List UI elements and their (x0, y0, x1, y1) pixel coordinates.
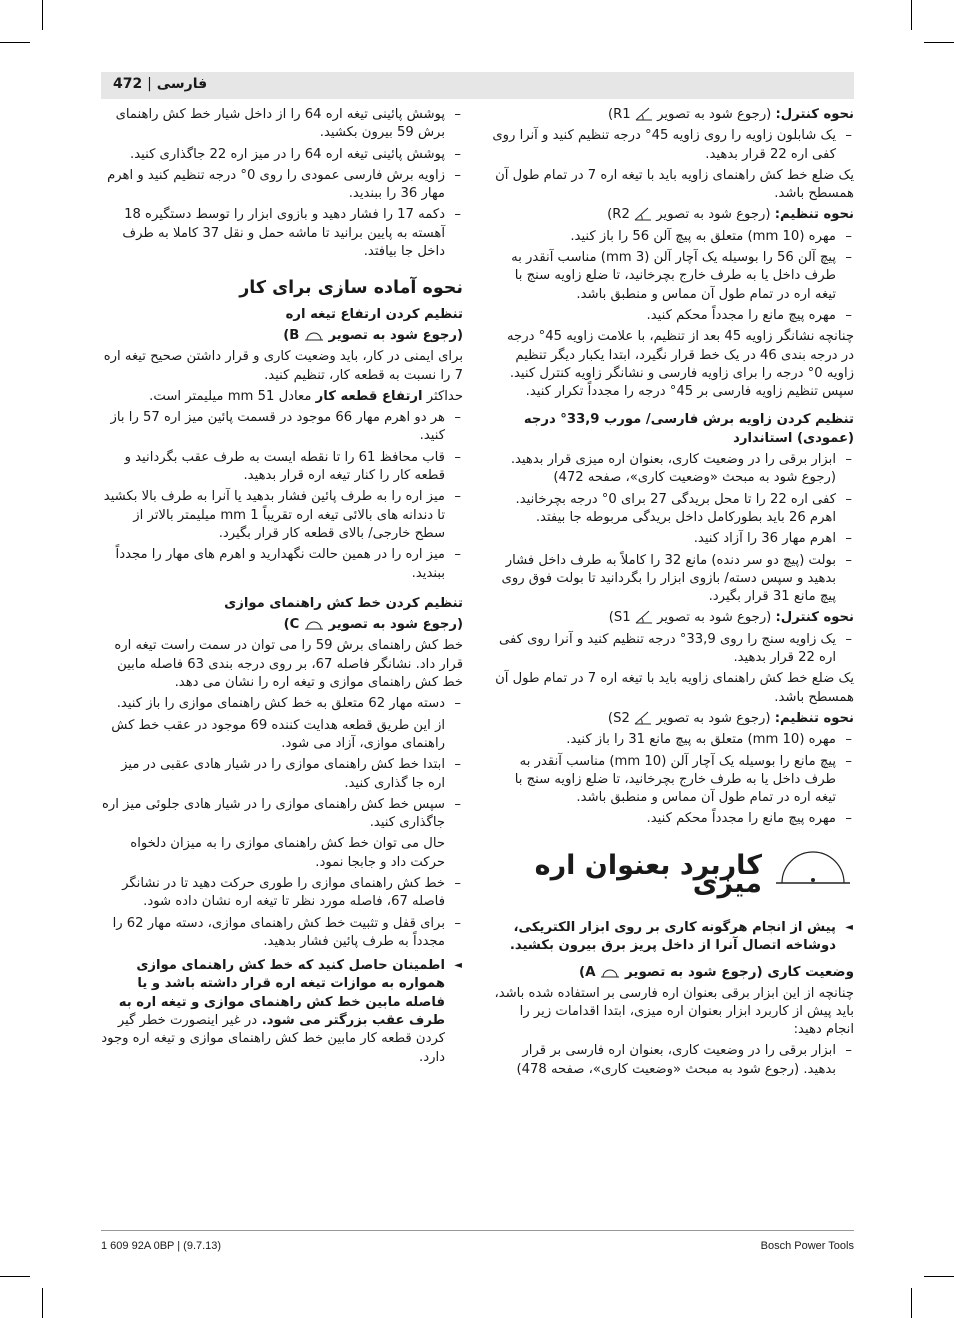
page-footer (101, 1230, 854, 1252)
crop-mark (911, 1288, 912, 1318)
heading-text: وضعیت کاری (رجوع شود به تصویر (624, 964, 854, 981)
list-item: – خط کش راهنمای موازی را طوری حرکت دهید تا در نشانگر فاصله 67، فاصله مورد نظر تا تیغه اره نشان داده شود. (101, 875, 463, 912)
subsection-heading (491, 963, 854, 981)
page-number: 472 (113, 76, 143, 92)
warning-text-bold: اطمینان حاصل کنید که خط کش راهنمای موازی همواره به موازات تیغه اره قرار داشته باشد و یا فاصله مابین خط کش راهنمای موازی و تیغه اره به طرف عقب بزرگتر می شود. (118, 958, 445, 1029)
adjust-r2-line (491, 206, 854, 224)
figure-code: S1) (608, 610, 631, 626)
list-item: – یک شابلون زاویه را روی زاویه 45° درجه تنظیم کنید و آنرا روی کفی اره 22 قرار بدهید. (491, 127, 854, 164)
list-item: – سپس خط کش راهنمای موازی را در شیار هادی جلوئی میز اره جاگذاری کنید. (101, 796, 463, 833)
warning-text: پیش از انجام هرگونه کاری بر روی ابزار الکتریکی، دوشاخه اتصال آنرا از داخل پریز برق بیرون بکشید. (509, 919, 836, 953)
list-item: – برای قفل و تثبیت خط کش راهنمای موازی، دسته مهار 62 را مجدداً به طرف پائین فشار بدهید. (101, 915, 463, 952)
header-language: فارسی (156, 76, 208, 92)
angle-icon (634, 207, 652, 221)
adjust-label: نحوه تنظیم: (774, 207, 854, 223)
figure-ref: (رجوع شود به تصویر (657, 107, 772, 122)
footer-document-code: 1 609 92A 0BP | (9.7.13) (101, 1240, 222, 1252)
right-column (491, 106, 854, 1082)
crop-mark (0, 42, 30, 43)
figure-ref: (رجوع شود به تصویر (656, 710, 771, 726)
adjust-s2-line (491, 710, 854, 728)
crop-mark (924, 42, 954, 43)
left-column (101, 106, 463, 1073)
text-run: حداکثر (426, 388, 463, 404)
crop-mark (42, 1288, 43, 1318)
list-item: – بولت (پیچ دو سر دنده) مانع 32 را کاملاً به طرف داخل فشار بدهید و سپس دسته/ بازوی ابزار را بگردانید تا بولت فوق روی پیچ مانع 31 قرار بگیرد. (491, 552, 854, 607)
list-item: – مهره پیچ مانع را مجدداً محکم کنید. (491, 307, 854, 325)
warning-note (491, 919, 854, 956)
angle-icon (634, 711, 652, 725)
saw-position-icon (600, 966, 620, 978)
list-item: – ابزار برقی را در وضعیت کاری، بعنوان اره میزی قرار بدهید. (رجوع شود به مبحث «وضعیت کاری»، صفحه 472) (491, 451, 854, 488)
section-title: کاربرد بعنوان اره میزی (534, 849, 762, 899)
paragraph: یک ضلع خط کش راهنمای زاویه باید با تیغه اره 7 در تمام طول آن همسطح باشد. (495, 671, 854, 705)
figure-ref: (رجوع شود به تصویر (328, 617, 463, 633)
section-title-block (491, 851, 854, 909)
figure-code: S2) (607, 710, 630, 726)
list-item: – یک زاویه سنج را روی 33,9° درجه تنظیم کنید و آنرا روی کفی اره 22 قرار بدهید. (491, 631, 854, 668)
list-item: – ابزار برقی را در وضعیت کاری، بعنوان اره فارسی بر قرار بدهید. (رجوع شود به مبحث «وضعیت کاری»، صفحه 478) (491, 1042, 854, 1079)
list-item: – ابتدا خط کش راهنمای موازی را در شیار هادی عقبی در میز اره جا گذاری کنید. (101, 756, 463, 793)
page-header (101, 72, 854, 99)
list-item: – میز اره را در همین حالت نگهدارید و اهرم های مهار را مجدداً ببندید. (101, 546, 463, 583)
paragraph (101, 388, 463, 406)
check-r1-line (491, 106, 854, 124)
list-item: – پوشش پائینی تیغه اره 64 را در میز اره 22 جاگذاری کنید. (101, 146, 463, 164)
crop-mark (42, 0, 43, 30)
list-item: – هر دو اهرم مهار 66 موجود در قسمت پائین میز اره 57 را باز کنید. (101, 409, 463, 446)
paragraph: چنانچه نشانگر زاویه 45 بعد از تنظیم، با علامت زاویه 45° درجه در درجه بندی 46 در یک خط قرار نگیرد، ابتدا یکبار دیگر تنظیم زاویه 0° درجه را برای زاویه فارسی و نشانگر زاویه کنترل کنید. سپس تنظیم زاویه فارسی بر 45° درجه را مجدداً تکرار کنید. (506, 329, 854, 400)
figure-code: C) (283, 617, 300, 633)
figure-ref: (رجوع شود به تصویر (656, 207, 771, 223)
crop-mark (911, 0, 912, 30)
check-s1-line (491, 609, 854, 627)
list-item: – مهره (10 mm) متعلق به پیچ مانع 31 را باز کنید. (491, 731, 854, 749)
figure-code: B) (283, 327, 300, 343)
section-heading: نحوه آماده سازی برای کار (239, 278, 463, 299)
paragraph: خط کش راهنمای برش 59 را می توان در سمت راست تیغه اره قرار داد. نشانگر فاصله 67، بر روی درجه بندی 63 فاصله مابین خط کش راهنمای موازی و تیغه اره را نشان می دهد. (114, 638, 463, 691)
check-label: نحوه کنترل: (775, 610, 854, 626)
text-run-bold: ارتفاع قطعه کار (315, 388, 423, 404)
section-heading: تنظیم کردن زاویه برش فارسی/ مورب 33,9° درجه (عمودی) استاندارد (523, 412, 854, 446)
warning-triangle-icon: ◄ (845, 921, 853, 933)
list-item: – مهره پیچ مانع را مجدداً محکم کنید. (491, 810, 854, 828)
figure-ref-line (101, 327, 463, 345)
paragraph: چنانچه از این ابزار برقی بعنوان اره فارسی بر استفاده شده باشد، باید پیش از کاربرد ابزار بعنوان اره میزی، ابتدا اقدامات زیر را انجام دهید: (494, 985, 854, 1038)
subsection-heading: تنظیم کردن ارتفاع تیغه اره (285, 306, 463, 322)
check-label: نحوه کنترل: (775, 107, 854, 122)
warning-note (101, 957, 463, 1067)
figure-ref: (رجوع شود به تصویر (657, 610, 772, 626)
list-item: – کفی اره 22 را تا محل بریدگی 27 برای 0° درجه بچرخانید. اهرم 26 باید بطورکامل داخل بریدگی مربوطه جا بیفتد. (491, 491, 854, 528)
footer-brand: Bosch Power Tools (760, 1240, 854, 1252)
list-item: – اهرم مهار 36 را آزاد کنید. (491, 530, 854, 548)
angle-icon (635, 610, 653, 624)
page-header-label (113, 76, 207, 92)
list-item: – زاویه برش فارسی عمودی را روی 0° درجه تنظیم کنید و اهرم مهار 36 را ببندید. (101, 167, 463, 204)
figure-code: R2) (607, 207, 630, 223)
crop-mark (924, 1276, 954, 1277)
warning-triangle-icon: ◄ (454, 960, 462, 972)
list-item: – پیچ آلن 56 را بوسیله یک آچار آلن (3 mm) مناسب آنقدر به طرف داخل یا به طرف خارج بچرخانید، تا ضلع زاویه سنج با تیغه اره در تمام طول آن مماس و منطبق باشد. (491, 249, 854, 304)
saw-position-icon (304, 618, 324, 630)
indented-paragraph: حال می توان خط کش راهنمای موازی را به میزان دلخواه حرکت داد و جابجا نمود. (130, 836, 445, 870)
figure-ref: (رجوع شود به تصویر (328, 327, 463, 343)
warning-text: در غیر اینصورت خطر گیر کردن قطعه کار مابین خط کش راهنمای موازی و تیغه اره وجود دارد. (101, 1013, 445, 1065)
angle-icon (635, 107, 653, 121)
saw-position-icon (304, 329, 324, 341)
indented-paragraph: از این طریق قطعه هدایت کننده 69 موجود در عقب خط کش راهنمای موازی، آزاد می شود. (111, 717, 445, 751)
header-separator: | (147, 76, 152, 92)
list-item: – قاب محافظ 61 را تا نقطه ایست به طرف عقب بگردانید و قطعه کار را کنار تیغه اره قرار بدهید. (101, 449, 463, 486)
list-item: – پوشش پائینی تیغه اره 64 را از داخل شیار خط کش راهنمای برش 59 بیرون بکشید. (101, 106, 463, 143)
table-saw-icon (774, 851, 852, 887)
list-item: – میز اره را به طرف پائین فشار بدهید یا آنرا به طرف بالا بکشید تا دندانه های بالائی تیغه اره تقریباً 1 mm میلیمتر بالاتر از سطح خارجی/ بالای قطعه کار قرار بگیرد. (101, 488, 463, 543)
adjust-label: نحوه تنظیم: (774, 710, 854, 726)
figure-code: R1) (607, 107, 631, 122)
paragraph: برای ایمنی در کار، باید وضعیت کاری و قرار داشتن صحیح تیغه اره 7 را نسبت به قطعه کار، تنظیم کنید. (103, 349, 463, 383)
list-item: – پیچ مانع را بوسیله یک آچار آلن (10 mm) مناسب آنقدر به طرف داخل یا به طرف خارج بچرخانید، تا ضلع زاویه سنج با تیغه اره در تمام طول آن مماس و منطبق باشد. (491, 753, 854, 808)
crop-mark (0, 1276, 30, 1277)
list-item: – دکمه 17 را فشار دهید و بازوی ابزار را توسط دستگیره 18 آهسته به پایین برانید تا ماشه حمل و نقل 37 کاملا به طرف داخل جا بیافتد. (101, 206, 463, 261)
text-run: معادل 51 mm میلیمتر است. (149, 388, 312, 404)
list-item: – مهره (10 mm) متعلق به پیچ آلن 56 را باز کنید. (491, 228, 854, 246)
subsection-heading: تنظیم کردن خط کش راهنمای موازی (224, 595, 463, 611)
list-item: – دسته مهار 62 متعلق به خط کش راهنمای موازی را باز کنید. (101, 695, 463, 713)
figure-code: A) (578, 964, 596, 981)
figure-ref-line (101, 616, 463, 634)
paragraph: یک ضلع خط کش راهنمای زاویه باید با تیغه اره 7 در تمام طول آن همسطح باشد. (495, 167, 854, 202)
